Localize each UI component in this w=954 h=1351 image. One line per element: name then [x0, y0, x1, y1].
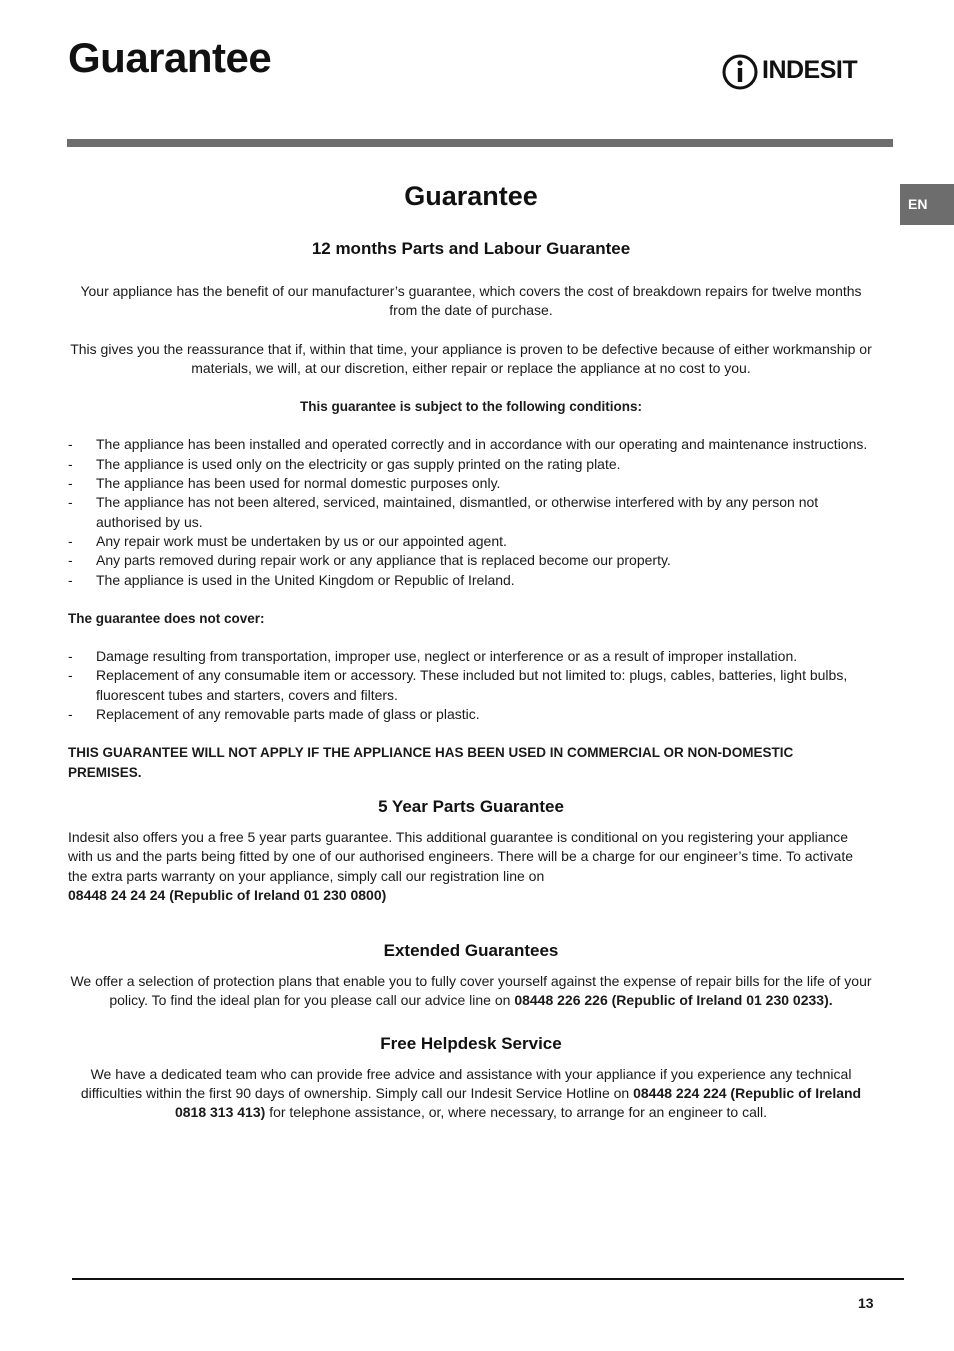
list-item: - The appliance is used only on the electricity or gas supply printed on the rating plate. [68, 455, 874, 474]
dash-bullet: - [68, 532, 73, 549]
exclusions-list [68, 647, 874, 724]
dash-bullet: - [68, 648, 73, 665]
extended-paragraph: We offer a selection of protection plans that enable you to fully cover yourself against the expense of repair bills for the life of your policy. To find the ideal plan for you please call our advice line on 08448 226 226 (Republic of Ireland 01 230 0233). [70, 973, 872, 1009]
header-divider [67, 139, 893, 147]
language-tab[interactable]: EN [900, 184, 954, 225]
five-year-paragraph: Indesit also offers you a free 5 year parts guarantee. This additional guarantee is conditional on you registering your appliance with us and the parts being fitted by one of our authorised engineers. There will be a charge for our engineer’s time. To activate the extra parts warranty on your appliance, simply call our registration line on 08448 24 24 24 (Republic of Ireland 01 230 0800) [68, 828, 853, 903]
list-item: - The appliance has not been altered, serviced, maintained, dismantled, or otherwise interfered with by any person not authorised by us. [68, 494, 819, 530]
guarantee-content [68, 176, 874, 1123]
dash-bullet: - [68, 706, 73, 723]
list-item: - The appliance is used in the United Kingdom or Republic of Ireland. [68, 571, 874, 590]
conditions-heading: This guarantee is subject to the following conditions: [299, 399, 642, 415]
helpdesk-heading: Free Helpdesk Service [380, 1033, 562, 1053]
five-year-heading: 5 Year Parts Guarantee [378, 796, 564, 816]
parts-labour-heading: 12 months Parts and Labour Guarantee [311, 239, 631, 258]
list-item: - Replacement of any removable parts made of glass or plastic. [68, 705, 874, 724]
conditions-list [68, 435, 874, 589]
list-item: - Damage resulting from transportation, improper use, neglect or interference or as a result of improper installation. [68, 647, 874, 666]
reassurance-paragraph: This gives you the reassurance that if, within that time, your appliance is proven to be defective because of either workmanship or materials, we will, at our discretion, either repair or replace the appliance at no cost to you. [70, 340, 872, 376]
page-number: 13 [858, 1295, 874, 1311]
list-item: - The appliance has been installed and operated correctly and in accordance with our operating and maintenance instructions. [68, 435, 874, 454]
list-item: - Any repair work must be undertaken by us or our appointed agent. [68, 532, 874, 551]
indesit-logo [722, 50, 882, 94]
extended-guarantees-heading: Extended Guarantees [383, 941, 559, 961]
dash-bullet: - [68, 455, 73, 472]
advice-line-phone: 08448 226 226 (Republic of Ireland 01 230 0233). [514, 992, 833, 1009]
footer-divider [72, 1278, 904, 1280]
dash-bullet: - [68, 436, 73, 453]
intro-paragraph: Your appliance has the benefit of our manufacturer’s guarantee, which covers the cost of breakdown repairs for twelve months from the date of purchase. [80, 283, 862, 319]
service-hotline-phone: 08448 224 224 (Republic of Ireland 0818 313 413) [174, 1085, 862, 1121]
not-cover-heading: The guarantee does not cover: [68, 610, 265, 626]
brand-wordmark: INDESIT [762, 56, 858, 84]
registration-phone: 08448 24 24 24 (Republic of Ireland 01 230 0800) [68, 886, 387, 903]
dash-bullet: - [68, 475, 73, 492]
dash-bullet: - [68, 552, 73, 569]
indesit-logo-icon [722, 52, 758, 92]
commercial-use-warning: THIS GUARANTEE WILL NOT APPLY IF THE APPLIANCE HAS BEEN USED IN COMMERCIAL OR NON-DOMESTIC PREMISES. [68, 745, 794, 780]
list-item: - The appliance has been used for normal domestic purposes only. [68, 474, 874, 493]
list-item: - Replacement of any consumable item or accessory. These included but not limited to: plugs, cables, batteries, light bulbs, fluorescent tubes and starters, covers and filters. [68, 667, 848, 703]
page-title: Guarantee [68, 34, 272, 81]
section-title: Guarantee [404, 181, 538, 211]
dash-bullet: - [68, 494, 73, 511]
list-item: - Any parts removed during repair work or any appliance that is replaced become our property. [68, 551, 874, 570]
dash-bullet: - [68, 667, 73, 684]
helpdesk-paragraph: We have a dedicated team who can provide free advice and assistance with your appliance if you experience any technical difficulties within the first 90 days of ownership. Simply call our Indesit Service Hotline on 08448 224 224 (Republic of Ireland 0818 313 413) for telephone assistance, or, where necessary, to arrange for an engineer to call. [80, 1065, 862, 1121]
dash-bullet: - [68, 571, 73, 588]
